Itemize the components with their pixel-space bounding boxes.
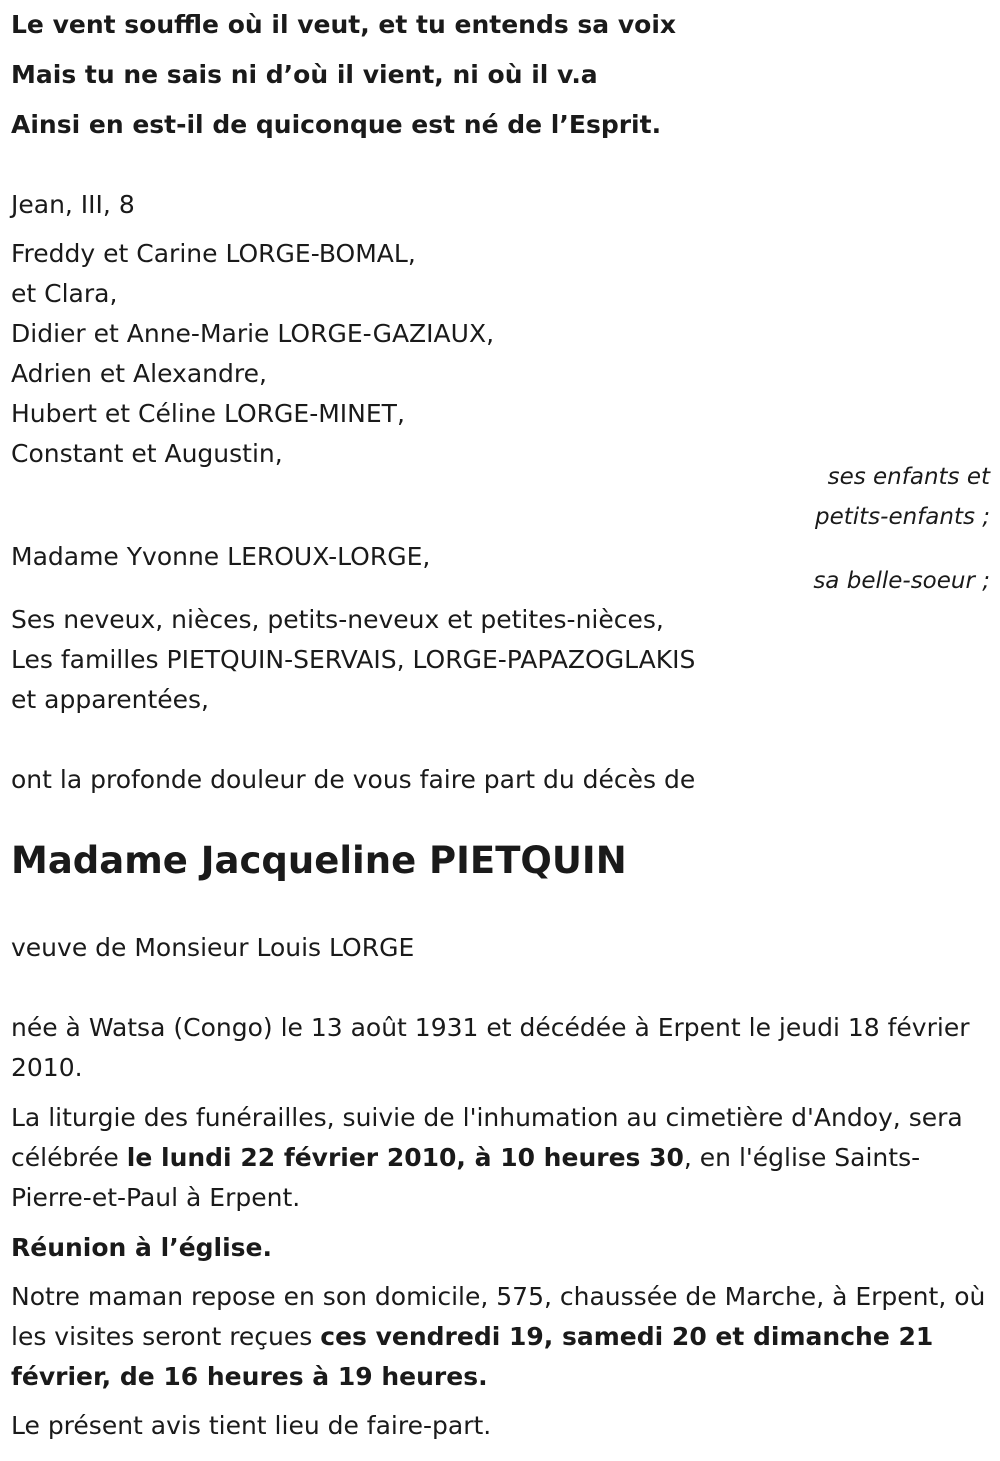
sister-in-law-name: Madame Yvonne LEROUX-LORGE, bbox=[11, 542, 431, 571]
quote-line-2: Mais tu ne sais ni d’où il vient, ni où il v.a bbox=[11, 60, 598, 89]
family-line: et Clara, bbox=[11, 279, 118, 308]
family-line: Ses neveux, nièces, petits-neveux et petites-nièces, bbox=[11, 605, 664, 634]
meeting-text: Réunion à l’église. bbox=[11, 1233, 273, 1262]
family-line: Les familles PIETQUIN-SERVAIS, LORGE-PAPAZOGLAKIS bbox=[11, 645, 696, 674]
visitation-text bbox=[11, 1277, 991, 1397]
deceased-name: Madame Jacqueline PIETQUIN bbox=[11, 839, 627, 882]
widow-of-text: veuve de Monsieur Louis LORGE bbox=[11, 933, 415, 962]
funeral-date: le lundi 22 février 2010, à 10 heures 30 bbox=[126, 1143, 684, 1172]
family-line: Constant et Augustin, bbox=[11, 439, 283, 468]
funeral-text bbox=[11, 1098, 991, 1218]
family-line: Didier et Anne-Marie LORGE-GAZIAUX, bbox=[11, 319, 495, 348]
sister-in-law-role: sa belle-soeur ; bbox=[813, 568, 990, 594]
family-line: Adrien et Alexandre, bbox=[11, 359, 267, 388]
family-line: et apparentées, bbox=[11, 685, 209, 714]
family-line: Freddy et Carine LORGE-BOMAL, bbox=[11, 239, 416, 268]
quote-reference: Jean, III, 8 bbox=[11, 190, 135, 219]
funeral-text-location: , en l'église Saints-Pierre-et-Paul à Erpent. bbox=[11, 1143, 921, 1212]
quote-line-1: Le vent souffle où il veut, et tu entends sa voix bbox=[11, 10, 677, 39]
visitation-text-intro: Notre maman repose en son domicile, 575, chaussée de Marche, à Erpent, où les visites seront reçues bbox=[11, 1282, 986, 1351]
children-role-line-1: ses enfants et bbox=[827, 464, 990, 490]
scripture-quote bbox=[11, 0, 676, 150]
birth-death-text: née à Watsa (Congo) le 13 août 1931 et décédée à Erpent le jeudi 18 février 2010. bbox=[11, 1013, 970, 1082]
family-line: Hubert et Céline LORGE-MINET, bbox=[11, 399, 405, 428]
quote-line-3: Ainsi en est-il de quiconque est né de l’Esprit. bbox=[11, 110, 662, 139]
extended-family-list bbox=[11, 600, 695, 720]
closing-text: Le présent avis tient lieu de faire-part. bbox=[11, 1411, 492, 1440]
funeral-text-intro: La liturgie des funérailles, suivie de l'inhumation au cimetière d'Andoy, sera célébrée bbox=[11, 1103, 963, 1172]
announcement-text: ont la profonde douleur de vous faire part du décès de bbox=[11, 765, 696, 794]
children-role-line-2: petits-enfants ; bbox=[814, 504, 990, 530]
visitation-dates: ces vendredi 19, samedi 20 et dimanche 21 février, de 16 heures à 19 heures. bbox=[11, 1322, 934, 1391]
children-list bbox=[11, 234, 494, 474]
children-role bbox=[815, 457, 990, 537]
